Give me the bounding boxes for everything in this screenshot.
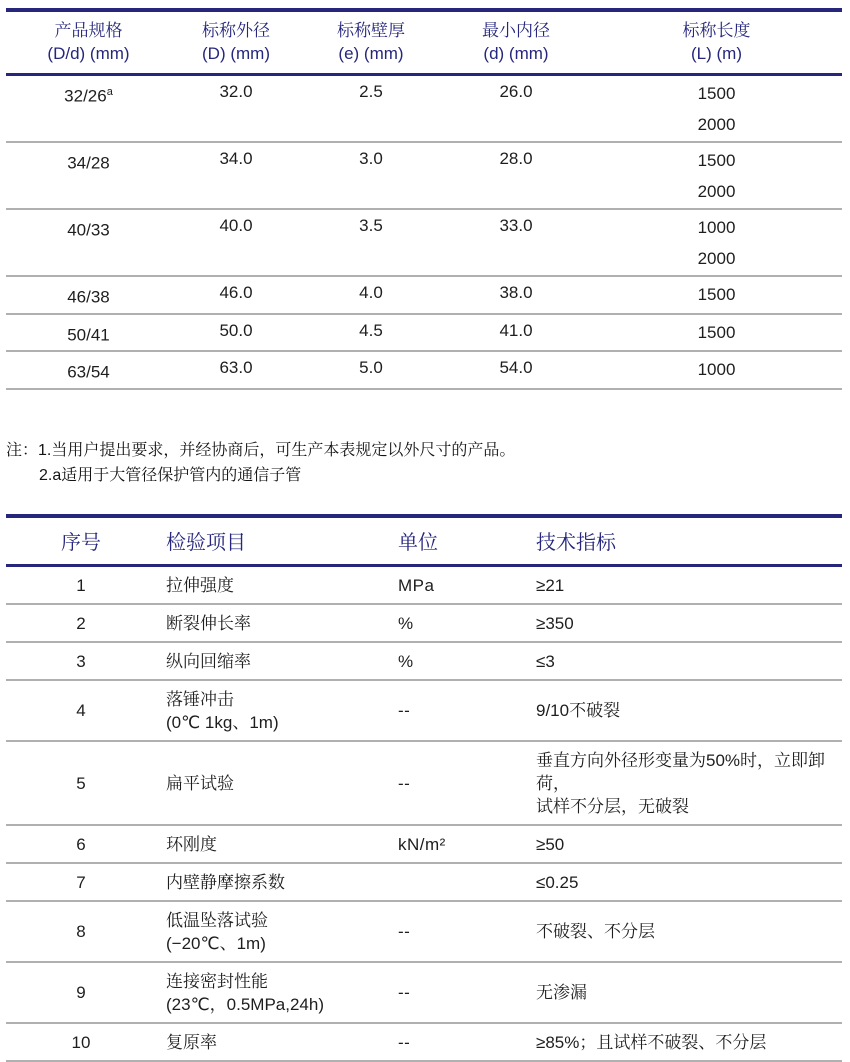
length-cell: [591, 314, 842, 352]
tech-spec-cell: [521, 825, 842, 863]
unit-cell: %: [398, 651, 414, 671]
header-min-inner-diameter: 最小内径 (d) (mm): [482, 21, 550, 63]
note-line-1: 注：1.当用户提出要求，并经协商后，可生产本表规定以外尺寸的产品。: [6, 441, 516, 459]
row-number: 9: [76, 983, 86, 1003]
spec-value: 32/26: [64, 86, 107, 106]
tech-spec-line: ≥50: [536, 834, 565, 854]
tech-spec-cell: [521, 604, 842, 642]
table-row: [6, 680, 842, 741]
table-row: [6, 565, 842, 604]
length-value: 1500: [697, 322, 736, 342]
spec-cell: [6, 351, 171, 389]
header-product-spec: 产品规格 (D/d) (mm): [47, 21, 130, 63]
tech-spec-cell: [521, 901, 842, 962]
length-value: 2000: [697, 115, 736, 134]
row-number: 7: [76, 872, 86, 892]
tech-spec-line: ≤3: [536, 651, 555, 671]
wall-thickness-cell: 3.0: [359, 149, 383, 168]
tech-spec-cell: [521, 1023, 842, 1061]
table-row: [6, 351, 842, 389]
length-value: 1000: [697, 360, 736, 380]
wall-thickness-cell: 4.0: [359, 283, 383, 302]
row-number: 2: [76, 613, 86, 633]
test-item-name: 连接密封性能: [166, 971, 268, 991]
unit-cell: --: [398, 701, 411, 721]
length-value: 2000: [697, 182, 736, 201]
tech-spec-line: ≥85%；且试样不破裂、不分层: [536, 1032, 767, 1052]
inner-diameter-cell: 28.0: [499, 149, 533, 168]
test-item-cell: [156, 962, 386, 1023]
test-item-cell: [156, 565, 386, 604]
length-value: 1500: [697, 151, 736, 170]
test-item-condition: (0℃ 1kg、1m): [166, 712, 279, 732]
tech-spec-line: 垂直方向外径形变量为50%时，立即卸荷，: [536, 750, 826, 793]
outer-diameter-cell: 50.0: [219, 320, 253, 340]
spec-value: 63/54: [67, 362, 110, 382]
table-row: [6, 1023, 842, 1061]
outer-diameter-cell: 40.0: [219, 216, 253, 235]
table-row: [6, 142, 842, 209]
row-number: 10: [71, 1032, 91, 1052]
unit-cell: kN/m²: [398, 834, 446, 854]
header-nominal-length: 标称长度 (L) (m): [682, 21, 751, 63]
note-line-2: 2.a适用于大管径保护管内的通信子管: [39, 466, 302, 484]
spec-superscript: a: [106, 86, 113, 98]
spec-value: 34/28: [67, 153, 110, 173]
outer-diameter-cell: 63.0: [219, 358, 253, 378]
tech-spec-cell: [521, 863, 842, 901]
unit-cell: --: [398, 983, 411, 1003]
product-spec-table-header: [6, 10, 842, 75]
wall-thickness-cell: 2.5: [359, 82, 383, 101]
table-row: [6, 741, 842, 825]
spec-cell: [6, 276, 171, 314]
wall-thickness-cell: 5.0: [359, 358, 383, 378]
row-number: 3: [76, 651, 86, 671]
length-value: 1500: [697, 285, 736, 304]
tech-spec-line: 无渗漏: [536, 983, 587, 1003]
row-number: 6: [76, 834, 86, 854]
test-item-cell: [156, 901, 386, 962]
test-item-name: 纵向回缩率: [166, 651, 251, 671]
outer-diameter-cell: 32.0: [219, 82, 253, 101]
test-item-cell: [156, 825, 386, 863]
length-cell: [591, 209, 842, 276]
tech-spec-cell: [521, 565, 842, 604]
unit-cell: %: [398, 613, 414, 633]
unit-cell: [386, 863, 521, 901]
test-item-cell: [156, 642, 386, 680]
unit-cell: --: [398, 922, 411, 942]
tech-spec-cell: [521, 642, 842, 680]
test-item-name: 复原率: [166, 1032, 217, 1052]
spec-value: 46/38: [67, 287, 110, 307]
test-item-cell: [156, 680, 386, 741]
inner-diameter-cell: 41.0: [499, 320, 533, 340]
tech-spec-line: 不破裂、不分层: [536, 922, 655, 942]
spec-cell: [6, 142, 171, 209]
unit-cell: --: [398, 773, 411, 793]
table-row: [6, 604, 842, 642]
length-cell: [591, 276, 842, 314]
outer-diameter-cell: 46.0: [219, 283, 253, 302]
tech-spec-cell: [521, 962, 842, 1023]
test-item-name: 扁平试验: [166, 773, 234, 793]
table-row: [6, 209, 842, 276]
tech-spec-cell: [521, 741, 842, 825]
tech-spec-line: 试样不分层，无破裂: [536, 796, 689, 816]
tech-spec-line: ≥350: [536, 613, 574, 633]
test-item-condition: (−20℃、1m): [166, 933, 266, 953]
test-item-name: 拉伸强度: [166, 575, 234, 595]
tech-spec-line: 9/10不破裂: [536, 701, 621, 721]
table-row: [6, 863, 842, 901]
length-value: 2000: [697, 249, 736, 268]
length-value: 1500: [697, 84, 736, 103]
header-unit: 单位: [398, 531, 438, 554]
inner-diameter-cell: 26.0: [499, 82, 533, 101]
test-item-name: 低温坠落试验: [166, 910, 268, 930]
outer-diameter-cell: 34.0: [219, 149, 253, 168]
wall-thickness-cell: 3.5: [359, 216, 383, 235]
wall-thickness-cell: 4.5: [359, 320, 383, 340]
inner-diameter-cell: 38.0: [499, 283, 533, 302]
test-item-name: 断裂伸长率: [166, 613, 251, 633]
header-test-item: 检验项目: [166, 531, 246, 554]
inner-diameter-cell: 33.0: [499, 216, 533, 235]
table-row: [6, 75, 842, 143]
header-serial-number: 序号: [61, 531, 101, 554]
product-spec-table: [6, 8, 842, 390]
table-row: [6, 962, 842, 1023]
tech-spec-line: ≤0.25: [536, 872, 579, 892]
row-number: 1: [76, 575, 86, 595]
tech-spec-line: ≥21: [536, 575, 565, 595]
table-row: [6, 901, 842, 962]
header-tech-spec: 技术指标: [536, 531, 616, 554]
table-row: [6, 314, 842, 352]
test-items-table-header: [6, 516, 842, 566]
header-outer-diameter: 标称外径 (D) (mm): [202, 21, 270, 63]
table-row: [6, 642, 842, 680]
length-cell: [591, 351, 842, 389]
length-cell: [591, 142, 842, 209]
inner-diameter-cell: 54.0: [499, 358, 533, 378]
unit-cell: MPa: [398, 575, 435, 595]
unit-cell: --: [398, 1032, 411, 1052]
spec-cell: [6, 209, 171, 276]
row-number: 4: [76, 701, 86, 721]
row-number: 5: [76, 773, 86, 793]
spec-value: 40/33: [67, 220, 110, 240]
table-row: [6, 276, 842, 314]
length-value: 1000: [697, 218, 736, 237]
test-item-name: 环刚度: [166, 834, 217, 854]
table-row: [6, 825, 842, 863]
test-item-cell: [156, 741, 386, 825]
tech-spec-cell: [521, 680, 842, 741]
test-item-cell: [156, 604, 386, 642]
test-item-cell: [156, 1023, 386, 1061]
spec-value: 50/41: [67, 325, 110, 345]
header-wall-thickness: 标称壁厚 (e) (mm): [337, 21, 405, 63]
test-item-name: 落锤冲击: [166, 689, 234, 709]
table-notes: [6, 438, 842, 488]
row-number: 8: [76, 922, 86, 942]
spec-cell: [6, 314, 171, 352]
spec-cell: [6, 75, 171, 143]
test-item-name: 内壁静摩擦系数: [166, 872, 285, 892]
length-cell: [591, 75, 842, 143]
test-item-condition: (23℃，0.5MPa,24h): [166, 994, 324, 1014]
test-item-cell: [156, 863, 386, 901]
